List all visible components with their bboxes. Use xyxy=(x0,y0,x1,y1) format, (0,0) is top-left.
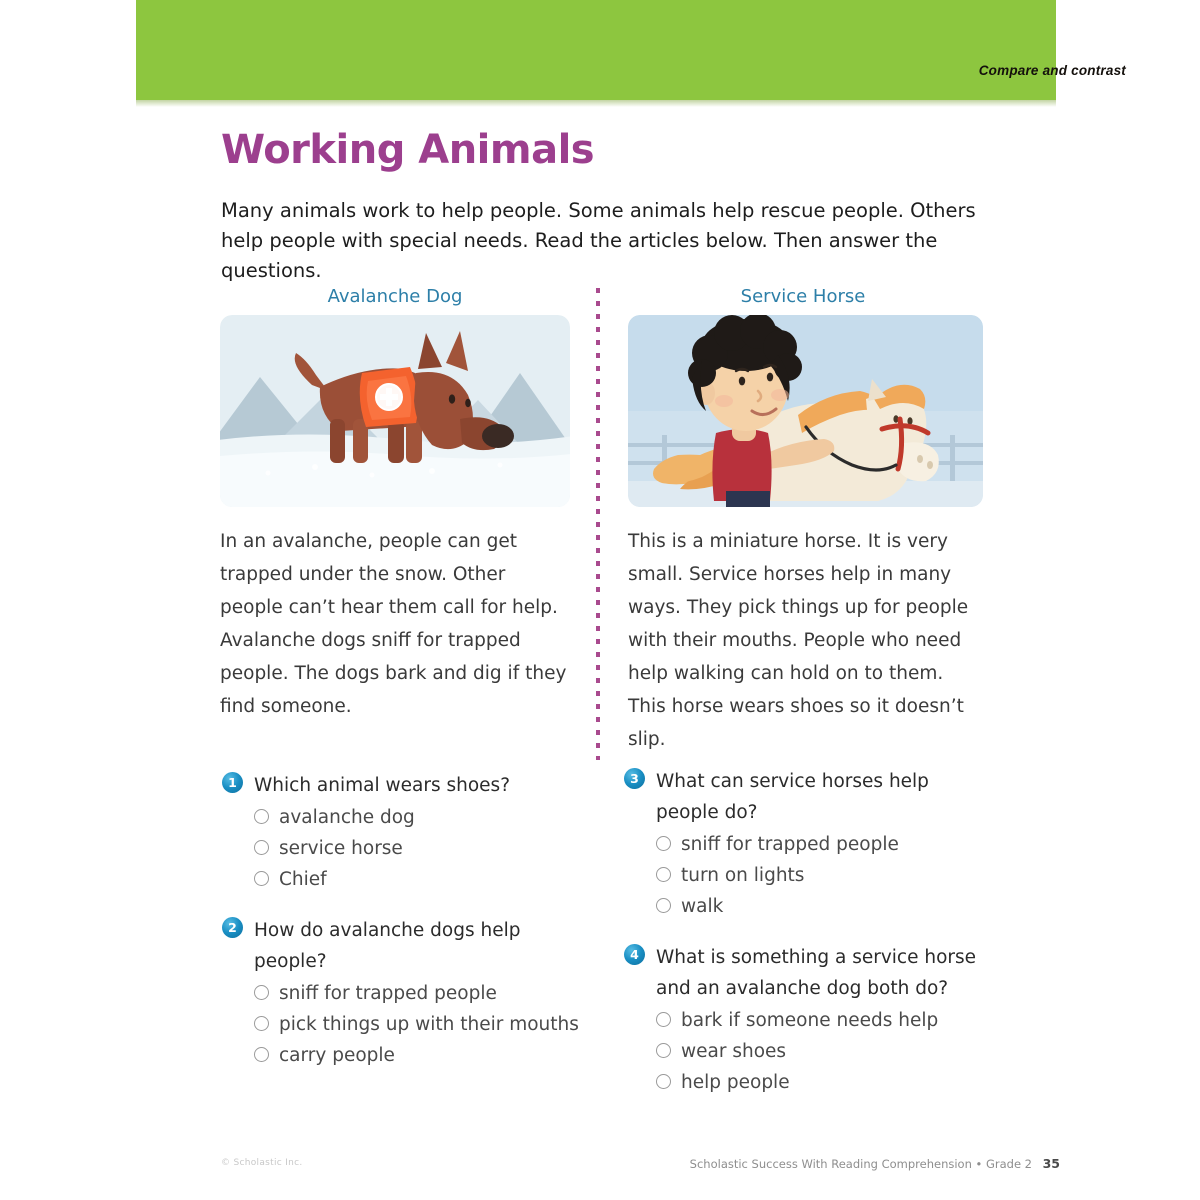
option-item[interactable] xyxy=(656,1005,984,1036)
header-banner xyxy=(136,0,1056,100)
radio-bubble-icon[interactable] xyxy=(656,1012,671,1027)
column-divider xyxy=(596,288,600,760)
question-number-badge: 2 xyxy=(222,917,243,938)
radio-bubble-icon[interactable] xyxy=(656,836,671,851)
service-horse-illustration xyxy=(628,315,983,507)
option-item[interactable] xyxy=(254,978,582,1009)
option-item[interactable] xyxy=(254,1009,582,1040)
option-label: turn on lights xyxy=(681,865,805,886)
header-banner-shadow xyxy=(136,100,1056,107)
options-list xyxy=(254,802,582,895)
article-text-right: This is a miniature horse. It is very small. Service horses help in many ways. They pick things up for people with their mouths. People who need help walking can hold on to them. This horse wears shoes so it doesn’t slip. xyxy=(628,531,969,750)
radio-bubble-icon[interactable] xyxy=(254,1016,269,1031)
radio-bubble-icon[interactable] xyxy=(254,1047,269,1062)
footer-source: Scholastic Success With Reading Comprehension • Grade 2 xyxy=(689,1157,1032,1171)
option-label: bark if someone needs help xyxy=(681,1010,939,1031)
option-item[interactable] xyxy=(656,891,984,922)
option-label: wear shoes xyxy=(681,1041,787,1062)
questions-left xyxy=(222,770,582,1091)
question-item xyxy=(624,942,984,1098)
option-item[interactable] xyxy=(656,1067,984,1098)
column-service-horse xyxy=(628,286,978,756)
radio-bubble-icon[interactable] xyxy=(656,898,671,913)
option-item[interactable] xyxy=(656,1036,984,1067)
footer-copyright: © Scholastic Inc. xyxy=(221,1158,303,1168)
option-label: pick things up with their mouths xyxy=(279,1014,579,1035)
radio-bubble-icon[interactable] xyxy=(254,985,269,1000)
option-item[interactable] xyxy=(656,860,984,891)
option-item[interactable] xyxy=(254,833,582,864)
intro-paragraph: Many animals work to help people. Some animals help rescue people. Others help people with special needs. Read the articles below. Then answer the questions. xyxy=(221,199,976,282)
question-number-badge: 4 xyxy=(624,944,645,965)
option-label: carry people xyxy=(279,1045,395,1066)
options-list xyxy=(254,978,582,1071)
question-text: What is something a service horse and an avalanche dog both do? xyxy=(656,947,977,999)
question-item xyxy=(222,915,582,1071)
option-item[interactable] xyxy=(254,864,582,895)
option-label: sniff for trapped people xyxy=(279,983,497,1004)
option-label: sniff for trapped people xyxy=(681,834,899,855)
radio-bubble-icon[interactable] xyxy=(254,871,269,886)
radio-bubble-icon[interactable] xyxy=(254,809,269,824)
options-list xyxy=(656,829,984,922)
radio-bubble-icon[interactable] xyxy=(254,840,269,855)
question-text: Which animal wears shoes? xyxy=(254,775,511,796)
option-label: help people xyxy=(681,1072,790,1093)
question-item xyxy=(222,770,582,895)
question-text: What can service horses help people do? xyxy=(656,771,929,823)
column-heading-left: Avalanche Dog xyxy=(327,286,463,307)
page-title: Working Animals xyxy=(221,127,595,173)
footer-page-number: 35 xyxy=(1042,1156,1060,1171)
radio-bubble-icon[interactable] xyxy=(656,1074,671,1089)
question-text: How do avalanche dogs help people? xyxy=(254,920,521,972)
option-label: service horse xyxy=(279,838,403,859)
skill-label: Compare and contrast xyxy=(978,63,1126,78)
column-avalanche-dog xyxy=(220,286,570,723)
option-label: Chief xyxy=(279,869,327,890)
option-item[interactable] xyxy=(656,829,984,860)
option-label: walk xyxy=(681,896,724,917)
radio-bubble-icon[interactable] xyxy=(656,1043,671,1058)
option-label: avalanche dog xyxy=(279,807,415,828)
questions-right xyxy=(624,766,984,1118)
column-heading-right: Service Horse xyxy=(740,286,866,307)
question-item xyxy=(624,766,984,922)
question-number-badge: 3 xyxy=(624,768,645,789)
option-item[interactable] xyxy=(254,802,582,833)
options-list xyxy=(656,1005,984,1098)
article-text-left: In an avalanche, people can get trapped under the snow. Other people can’t hear them call for help. Avalanche dogs sniff for trapped people. The dogs bark and dig if they find someone. xyxy=(220,531,567,717)
question-number-badge: 1 xyxy=(222,772,243,793)
radio-bubble-icon[interactable] xyxy=(656,867,671,882)
option-item[interactable] xyxy=(254,1040,582,1071)
avalanche-dog-illustration xyxy=(220,315,570,507)
